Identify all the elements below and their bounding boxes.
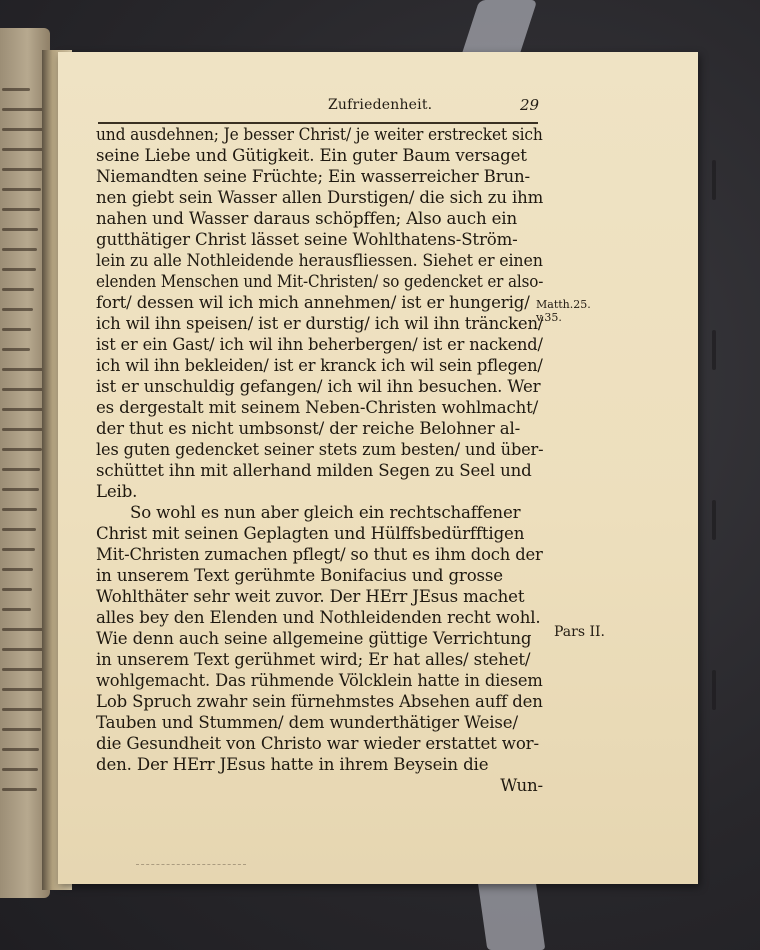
text-line: lein zu alle Nothleidende herausfliessen. Siehet er einen [96, 251, 543, 270]
text-line: schüttet ihn mit allerhand milden Segen zu Seel und [96, 461, 532, 480]
previous-page-text-fragment [2, 308, 33, 311]
previous-page-text-fragment [2, 88, 30, 91]
previous-page-text-fragment [2, 508, 37, 511]
previous-page-text-fragment [2, 528, 36, 531]
previous-page-text-fragment [2, 588, 32, 591]
text-line: wohlgemacht. Das rühmende Völcklein hatte in diesem [96, 671, 543, 690]
previous-page-text-fragment [2, 188, 41, 191]
previous-page-text-fragment [2, 248, 37, 251]
edge-mark [712, 500, 716, 540]
text-line: ist er ein Gast/ ich wil ihn beherbergen/ ist er nackend/ [96, 335, 543, 354]
edge-mark [712, 670, 716, 710]
text-line: gutthätiger Christ lässet seine Wohlthatens-Ström- [96, 230, 518, 249]
previous-page-text-fragment [2, 448, 42, 451]
text-line: den. Der HErr JEsus hatte in ihrem Beysein die [96, 755, 489, 774]
previous-page-text-fragment [2, 768, 38, 771]
text-line: ich wil ihn speisen/ ist er durstig/ ich wil ihn träncken/ [96, 314, 544, 333]
previous-page-text-fragment [2, 668, 45, 671]
page-number: 29 [520, 96, 540, 114]
previous-page-text-fragment [2, 128, 45, 131]
text-line: in unserem Text gerühmte Bonifacius und grosse [96, 566, 503, 585]
text-line: Wohlthäter sehr weit zuvor. Der HErr JEsus machet [96, 587, 525, 606]
text-line: nen giebt sein Wasser allen Durstigen/ die sich zu ihm [96, 188, 544, 207]
previous-page-text-fragment [2, 208, 40, 211]
running-head: Zufriedenheit. [328, 97, 433, 113]
margin-reference [536, 298, 591, 324]
text-line: ich wil ihn bekleiden/ ist er kranck ich wil sein pflegen/ [96, 356, 543, 375]
previous-page-text-fragment [2, 628, 48, 631]
bleed-through-mark [136, 864, 246, 875]
book-page [58, 52, 698, 884]
previous-page-text-fragment [2, 788, 37, 791]
text-line: Lob Spruch zwahr sein fürnehmstes Absehen auff den [96, 692, 543, 711]
text-line: seine Liebe und Gütigkeit. Ein guter Baum versaget [96, 146, 527, 165]
previous-page-text-fragment [2, 408, 44, 411]
text-line: der thut es nicht umbsonst/ der reiche Belohner al- [96, 419, 521, 438]
margin-reference-verse: v.35. [536, 311, 562, 324]
text-line: Leib. [96, 482, 138, 501]
edge-mark [712, 160, 716, 200]
text-line: Niemandten seine Früchte; Ein wasserreicher Brun- [96, 167, 531, 186]
edge-mark [712, 330, 716, 370]
text-line: elenden Menschen und Mit-Christen/ so gedencket er also- [96, 272, 544, 291]
previous-page-text-fragment [2, 428, 43, 431]
previous-page-text-fragment [2, 268, 36, 271]
previous-page-text-fragment [2, 548, 35, 551]
text-line: Tauben und Stummen/ dem wunderthätiger Weise/ [96, 713, 518, 732]
previous-page-text-fragment [2, 368, 47, 371]
body-text [96, 124, 543, 796]
text-line: und ausdehnen; Je besser Christ/ je weiter erstrecket sich [96, 125, 543, 144]
previous-page-text-fragment [2, 488, 39, 491]
text-line: Wie denn auch seine allgemeine güttige Verrichtung [96, 629, 532, 648]
catchword: Wun- [500, 776, 543, 795]
previous-page-text-fragment [2, 108, 47, 111]
previous-page-text-fragment [2, 568, 33, 571]
previous-page-text-fragment [2, 748, 39, 751]
text-line: nahen und Wasser daraus schöpffen; Also auch ein [96, 209, 517, 228]
previous-page-text-fragment [2, 348, 30, 351]
previous-page-text-fragment [2, 708, 42, 711]
text-line-paragraph-start: So wohl es nun aber gleich ein rechtschaffener [130, 503, 521, 522]
text-line: ist er unschuldig gefangen/ ich wil ihn besuchen. Wer [96, 377, 541, 396]
text-line: alles bey den Elenden und Nothleidenden recht wohl. [96, 608, 541, 627]
text-line: in unserem Text gerühmet wird; Er hat alles/ stehet/ [96, 650, 531, 669]
previous-page-text-fragment [2, 148, 44, 151]
margin-reference-book: Matth.25. [536, 298, 591, 311]
previous-page-text-fragment [2, 688, 43, 691]
text-line: les guten gedencket seiner stets zum besten/ und über- [96, 440, 544, 459]
text-line: Mit-Christen zumachen pflegt/ so thut es ihm doch der [96, 545, 543, 564]
previous-page-text-fragment [2, 168, 42, 171]
previous-page-text-fragment [2, 468, 40, 471]
previous-page-text-fragment [2, 288, 34, 291]
previous-page-text-fragment [2, 728, 41, 731]
previous-page-text-fragment [2, 648, 46, 651]
text-line: die Gesundheit von Christo war wieder erstattet wor- [96, 734, 539, 753]
margin-section-label: Pars II. [554, 624, 605, 640]
previous-page-text-fragment [2, 388, 46, 391]
previous-page-text-fragment [2, 608, 31, 611]
text-line: es dergestalt mit seinem Neben-Christen wohlmacht/ [96, 398, 539, 417]
text-line: Christ mit seinen Geplagten und Hülffsbedürfftigen [96, 524, 525, 543]
previous-page-text-fragment [2, 228, 38, 231]
text-line: fort/ dessen wil ich mich annehmen/ ist er hungerig/ [96, 293, 530, 312]
previous-page-text-fragment [2, 328, 31, 331]
